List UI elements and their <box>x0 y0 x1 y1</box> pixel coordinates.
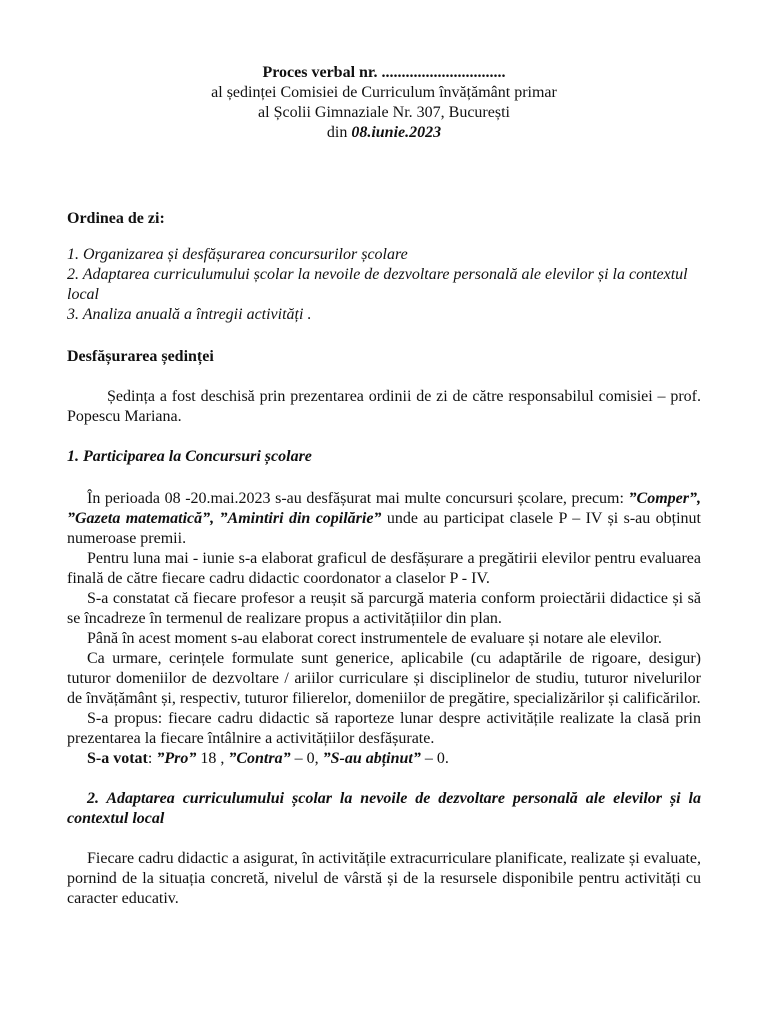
section-1-paragraph-2: Pentru luna mai - iunie s-a elaborat graficul de desfășurare a pregătirii elevilor pentru evaluarea finală de către fiecare cadru didactic coordonator a claselor P - IV. <box>67 550 701 587</box>
header-school-line: al Școlii Gimnaziale Nr. 307, București <box>258 104 510 121</box>
document-header <box>67 63 701 143</box>
section-1-title: 1. Participarea la Concursuri școlare <box>67 448 312 465</box>
section-1-paragraph-4: Până în acest moment s-au elaborat corect instrumentele de evaluare și notare ale elevilor. <box>87 630 662 647</box>
vote-abstain-label: ”S-au abținut” <box>322 750 421 767</box>
header-date-prefix: din <box>326 124 352 141</box>
section-1-paragraph-6: S-a propus: fiecare cadru didactic să raporteze lunar despre activitățile realizate la clasă prin prezentarea la fiecare întâlnire a activitățiilor desfășurate. <box>67 710 701 747</box>
agenda-item-3: 3. Analiza anuală a întregii activități . <box>67 306 312 323</box>
s1-p1-rest: unde au participat clasele P – IV și s-au obținut numeroase premii. <box>67 510 702 547</box>
vote-contra-value: – 0, <box>290 750 323 767</box>
section-1-paragraph-5: Ca urmare, cerințele formulate sunt generice, aplicabile (cu adaptările de rigoare, desigur) tuturor domeniilor de dezvoltare / ariilor curriculare și disciplinelor de studiu, tuturor nivelurilor de învățământ și, respectiv, tuturor filierelor, domeniilor de pregătire, specializărilor și calificărilor. <box>67 650 701 707</box>
vote-abstain-value: – 0. <box>420 750 449 767</box>
document-page <box>67 63 701 909</box>
vote-pro-value: 18 , <box>196 750 229 767</box>
section-2-title: 2. Adaptarea curriculumului școlar la nevoile de dezvoltare personală ale elevilor și la contextul local <box>67 790 701 827</box>
section-2-paragraph-1: Fiecare cadru didactic a asigurat, în activitățile extracurriculare planificate, realizate și evaluate, pornind de la situația concretă, nivelul de vârstă și de la resursele disponibile pentru activități cu caracter educativ. <box>67 850 701 907</box>
proceedings-title: Desfășurarea ședinței <box>67 348 214 365</box>
agenda-list <box>67 245 701 325</box>
header-date: 08.iunie.2023 <box>351 124 442 141</box>
section-1-paragraph-3: S-a constatat că fiecare profesor a reușit să parcurgă materia conform proiectării didactice și să se încadreze în termenul de realizare propus a activitățiilor din plan. <box>67 590 701 627</box>
s1-p1-competitions: ”Comper”, ”Gazeta matematică”, ”Amintiri din copilărie” <box>67 490 701 527</box>
agenda-title: Ordinea de zi: <box>67 210 165 227</box>
s1-p1-text: În perioada 08 -20.mai.2023 s-au desfășurat mai multe concursuri școlare, precum: <box>87 490 629 507</box>
vote-line <box>67 749 701 769</box>
document-title: Proces verbal nr. ............................... <box>262 64 506 81</box>
opening-paragraph: Ședința a fost deschisă prin prezentarea ordinii de zi de către responsabilul comisiei – prof. Popescu Mariana. <box>67 388 701 425</box>
vote-label: S-a votat <box>87 750 148 767</box>
agenda-item-2: 2. Adaptarea curriculumului școlar la nevoile de dezvoltare personală ale elevilor și la contextul local <box>67 266 688 303</box>
agenda-item-1: 1. Organizarea și desfășurarea concursurilor școlare <box>67 246 408 263</box>
section-1-paragraph-1 <box>67 489 701 549</box>
header-date-line <box>67 123 701 143</box>
vote-colon: : <box>147 750 157 767</box>
header-committee-line: al ședinței Comisiei de Curriculum învățământ primar <box>211 84 557 101</box>
vote-pro-label: ”Pro” <box>156 750 197 767</box>
vote-contra-label: ”Contra” <box>228 750 291 767</box>
